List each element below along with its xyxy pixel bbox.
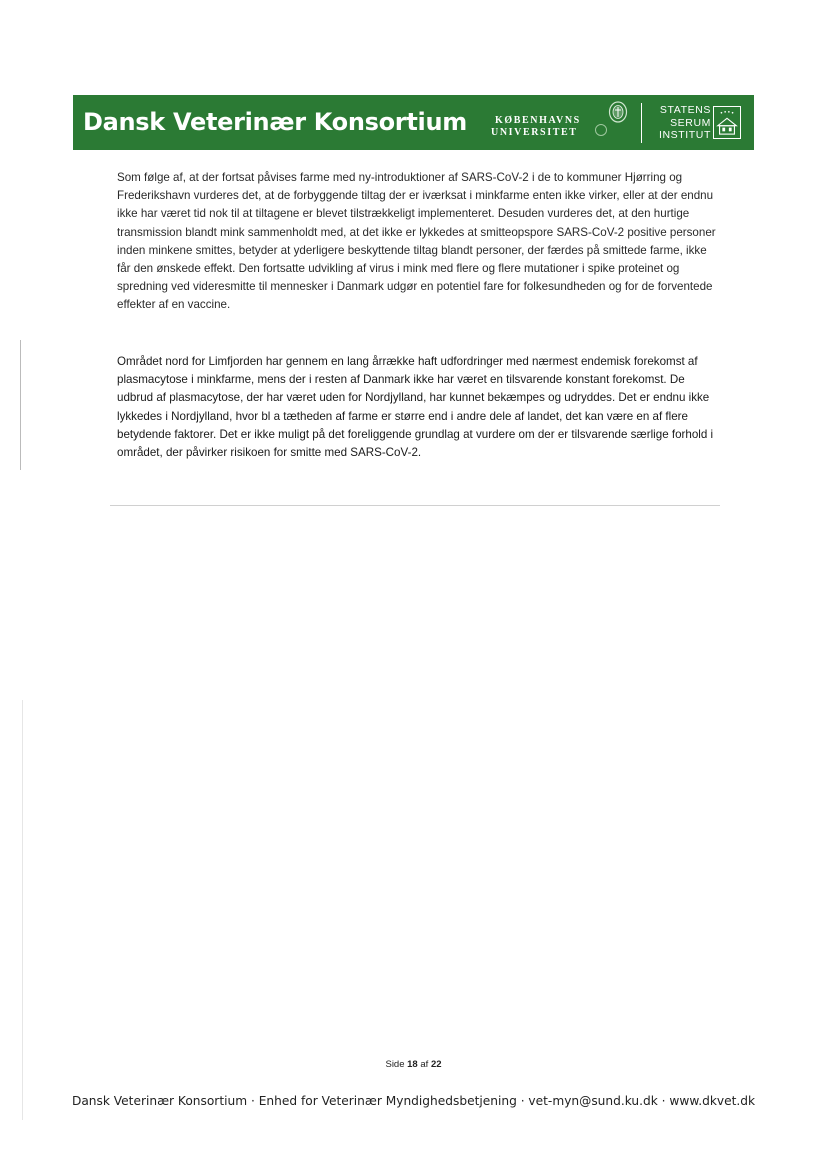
ku-name-line2: UNIVERSITET (491, 127, 578, 138)
page-label-af: af (420, 1059, 429, 1070)
page-number (0, 1059, 827, 1070)
section-divider (110, 505, 720, 506)
scan-margin-line (22, 700, 23, 1120)
ssi-line2: SERUM (670, 116, 711, 129)
ku-ring-icon (595, 124, 607, 136)
ku-name-line1: KØBENHAVNS (495, 115, 581, 126)
footer-text: Dansk Veterinær Konsortium · Enhed for Veterinær Myndighedsbetjening · vet-myn@sund.ku.dk · www.dkvet.dk (71, 1094, 756, 1108)
page-total: 22 (430, 1059, 442, 1070)
header-banner (73, 95, 754, 150)
ku-seal-icon (608, 101, 628, 125)
banner-title: Dansk Veterinær Konsortium (83, 108, 467, 136)
ssi-logo-text (651, 104, 711, 142)
body-paragraph-1 (117, 169, 717, 315)
ssi-line1: STATENS (659, 104, 711, 116)
body-paragraph-2 (117, 353, 717, 462)
paragraph-text: Som følge af, at der fortsat påvises farme med ny-introduktioner af SARS-CoV-2 i de to kommuner Hjørring og Frederikshavn vurderes det, at de forbyggende tiltag der er iværksat i minkfarme enten ikke virker, eller at der endnu ikke har været tid nok til at tiltagene er blevet tilstrækkeligt implementeret. Desuden vurderes det, at den hurtige transmission blandt mink sammenholdt med, at det ikke er lykkedes at smitteopspore SARS-CoV-2 positive personer inden minkene smittes, betyder at yderligere beskyttende tiltag blandt personer, der færdes på smittede farme, ikke får den ønskede effekt. Den fortsatte udvikling af virus i mink med flere og flere mutationer i spike proteinet og spredning ved videresmitte til mennesker i Danmark udgør en potentiel fare for folkesundheden og for de forventede effekter af en vaccine. (117, 171, 716, 312)
ssi-line3: INSTITUT (658, 129, 711, 141)
scan-margin-line (20, 340, 21, 470)
page-label-side: Side (385, 1059, 405, 1070)
page-current: 18 (407, 1059, 418, 1070)
ssi-building-icon (713, 106, 741, 139)
paragraph-text: Området nord for Limfjorden har gennem en lang årrække haft udfordringer med nærmest endemisk forekomst af plasmacytose i minkfarme, mens der i resten af Danmark ikke har været en tilsvarende konstant forekomst. De udbrud af plasmacytose, der har været uden for Nordjylland, har kunnet bekæmpes og udryddes. Det er endnu ikke lykkedes i Nordjylland, hvor bl a tætheden af farme er større end i andre dele af landet, det kan være en af flere betydende faktorer. Det er ikke muligt på det foreliggende grundlag at vurdere om der er tilsvarende særlige forhold i området, der påvirker risikoen for smitte med SARS-CoV-2. (117, 355, 714, 460)
logo-separator (641, 103, 642, 143)
